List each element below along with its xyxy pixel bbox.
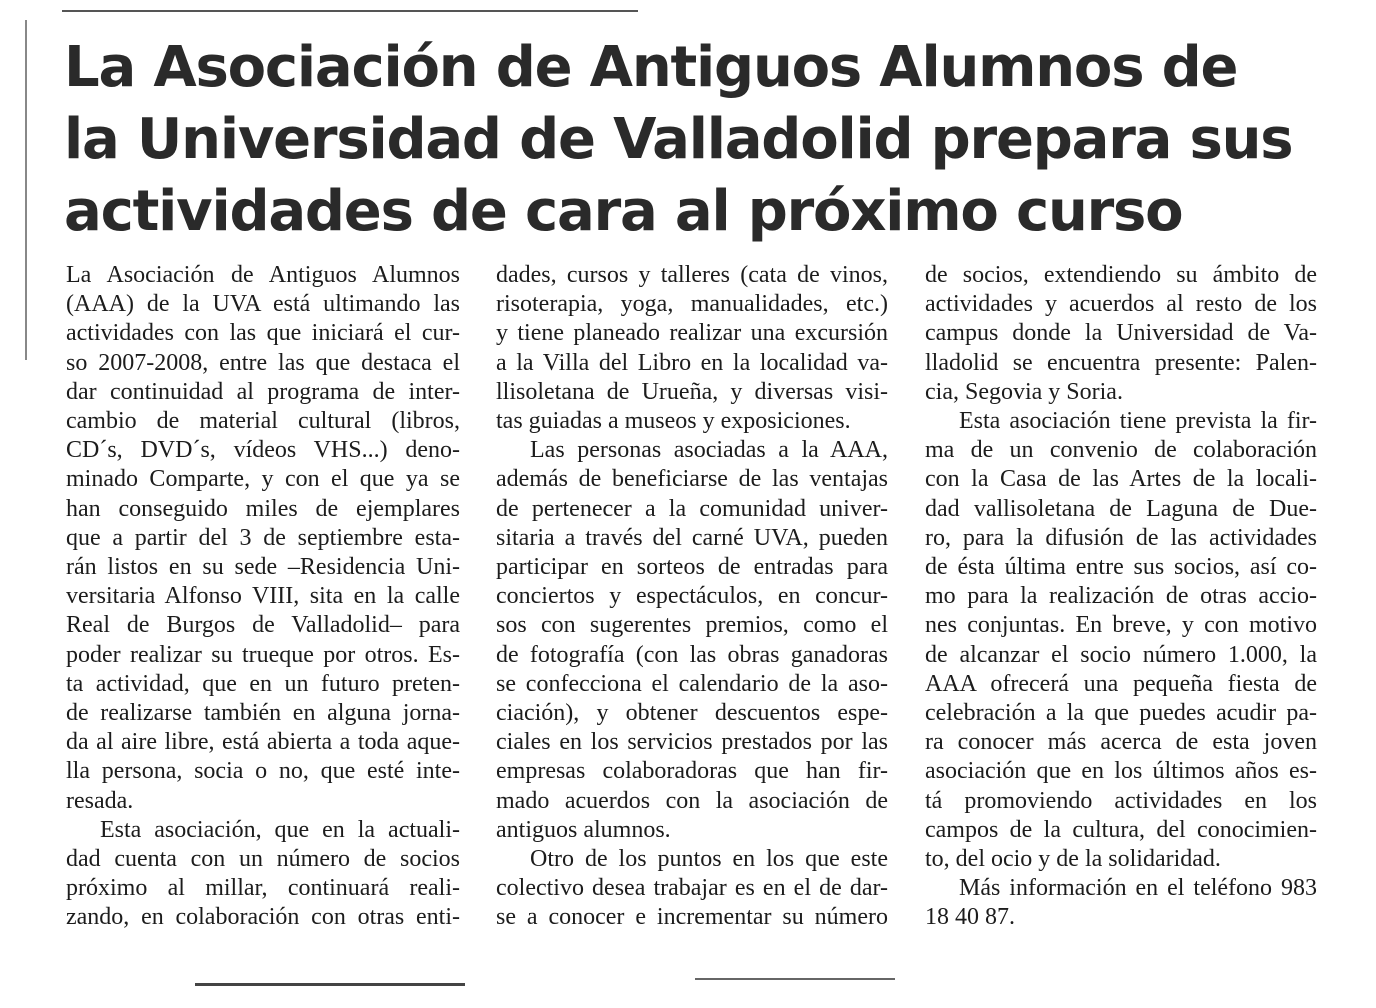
text-line: asociación que en los últimos años es- [925,758,1317,785]
text-line: Esta asociación tiene prevista la fir- [959,408,1317,435]
text-line: además de beneficiarse de las ventajas [496,466,888,493]
text-line: dad cuenta con un número de socios [66,846,460,873]
text-line: celebración a la que puedes acudir pa- [925,700,1317,727]
text-line: próximo al millar, continuará reali- [66,875,460,902]
article-paragraph [496,261,888,436]
text-line: ciación), y obtener descuentos espe- [496,700,888,727]
text-line: tá promoviendo actividades en los [925,787,1317,814]
text-line: lla persona, socia o no, que esté inte- [66,758,460,785]
text-line: AAA ofrecerá una pequeña fiesta de [925,670,1317,697]
text-line: cambio de material cultural (libros, [66,408,460,435]
text-line: llisoletana de Urueña, y diversas visi- [496,378,888,405]
text-line: Las personas asociadas a la AAA, [530,437,888,464]
article-headline [64,32,1354,248]
text-line: ma de un convenio de colaboración [925,437,1317,464]
article-paragraph [66,816,460,933]
text-line: so 2007-2008, entre las que destaca el [66,349,460,376]
text-line: que a partir del 3 de septiembre esta- [66,524,460,551]
text-line: de realizarse también en alguna jorna- [66,700,460,727]
text-line: nes conjuntas. En breve, y con motivo [925,612,1317,639]
left-margin-rule [25,20,27,360]
text-line: han conseguido miles de ejemplares [66,495,460,522]
text-line: mado acuerdos con la asociación de [496,787,888,814]
text-line: risoterapia, yoga, manualidades, etc.) [496,291,888,318]
text-line: CD´s, DVD´s, vídeos VHS...) deno- [66,437,460,464]
text-line: (AAA) de la UVA está ultimando las [66,291,460,318]
text-line: rán listos en su sede –Residencia Uni- [66,554,460,581]
text-line: sos con sugerentes premios, como el [496,612,888,639]
text-line: Otro de los puntos en los que este [530,846,888,873]
text-line: dades, cursos y talleres (cata de vinos, [496,262,888,288]
article-column-2 [496,261,888,933]
text-line: de fotografía (con las obras ganadoras [496,641,888,668]
article-paragraph [925,874,1317,932]
text-line: poder realizar su trueque por otros. Es- [66,641,460,668]
text-line: de pertenecer a la comunidad univer- [496,495,888,522]
text-line: actividades y acuerdos al resto de los [925,291,1317,318]
text-line: La Asociación de Antiguos Alumnos [66,262,460,288]
headline-line: la Universidad de Valladolid prepara sus [64,107,1293,172]
text-line: colectivo desea trabajar es en el de dar- [496,875,888,902]
headline-line: actividades de cara al próximo curso [64,179,1183,244]
text-line: ra conocer más acerca de esta joven [925,729,1317,756]
text-line: da al aire libre, está abierta a toda aque- [66,729,460,756]
article-paragraph [496,845,888,933]
bottom-rule-left [195,983,465,986]
text-line: sitaria a través del carné UVA, pueden [496,524,888,551]
text-line: zando, en colaboración con otras enti- [66,904,460,931]
text-line: Esta asociación, que en la actuali- [100,816,460,843]
text-line: 18 40 87. [925,904,1015,931]
text-line: versitaria Alfonso VIII, sita en la calle [66,583,460,610]
text-line: tas guiadas a museos y exposiciones. [496,408,851,435]
text-line: se confecciona el calendario de la aso- [496,670,888,697]
text-line: dar continuidad al programa de inter- [66,378,460,405]
text-line: Real de Burgos de Valladolid– para [66,612,460,639]
article-paragraph [925,261,1317,407]
text-line: de ésta última entre sus socios, así co- [925,554,1317,581]
article-paragraph [496,436,888,845]
text-line: Más información en el teléfono 983 [959,875,1317,902]
text-line: cia, Segovia y Soria. [925,378,1123,405]
text-line: resada. [66,787,134,814]
text-line: dad vallisoletana de Laguna de Due- [925,495,1317,522]
text-line: campus donde la Universidad de Va- [925,320,1317,347]
article-column-3 [925,261,1317,933]
text-line: ciales en los servicios prestados por las [496,729,888,756]
text-line: a la Villa del Libro en la localidad va- [496,349,888,376]
text-line: actividades con las que iniciará el cur- [66,320,460,347]
article-paragraph [66,261,460,816]
bottom-rule-right [695,978,895,980]
text-line: to, del ocio y de la solidaridad. [925,846,1221,873]
text-line: de alcanzar el socio número 1.000, la [925,641,1317,668]
article-paragraph [925,407,1317,874]
article-column-1 [66,261,460,933]
text-line: empresas colaboradoras que han fir- [496,758,888,785]
text-line: campos de la cultura, del conocimien- [925,816,1317,843]
headline-line: La Asociación de Antiguos Alumnos de [64,35,1238,100]
text-line: participar en sorteos de entradas para [496,554,888,581]
text-line: lladolid se encuentra presente: Palen- [925,349,1317,376]
text-line: ta actividad, que en un futuro preten- [66,670,460,697]
text-line: de socios, extendiendo su ámbito de [925,262,1317,288]
text-line: mo para la realización de otras accio- [925,583,1317,610]
text-line: con la Casa de las Artes de la locali- [925,466,1317,493]
text-line: se a conocer e incrementar su número [496,904,888,931]
text-line: conciertos y espectáculos, en concur- [496,583,888,610]
text-line: minado Comparte, y con el que ya se [66,466,460,493]
text-line: y tiene planeado realizar una excursión [496,320,888,347]
text-line: antiguos alumnos. [496,816,671,843]
text-line: ro, para la difusión de las actividades [925,524,1317,551]
top-rule [62,10,638,12]
